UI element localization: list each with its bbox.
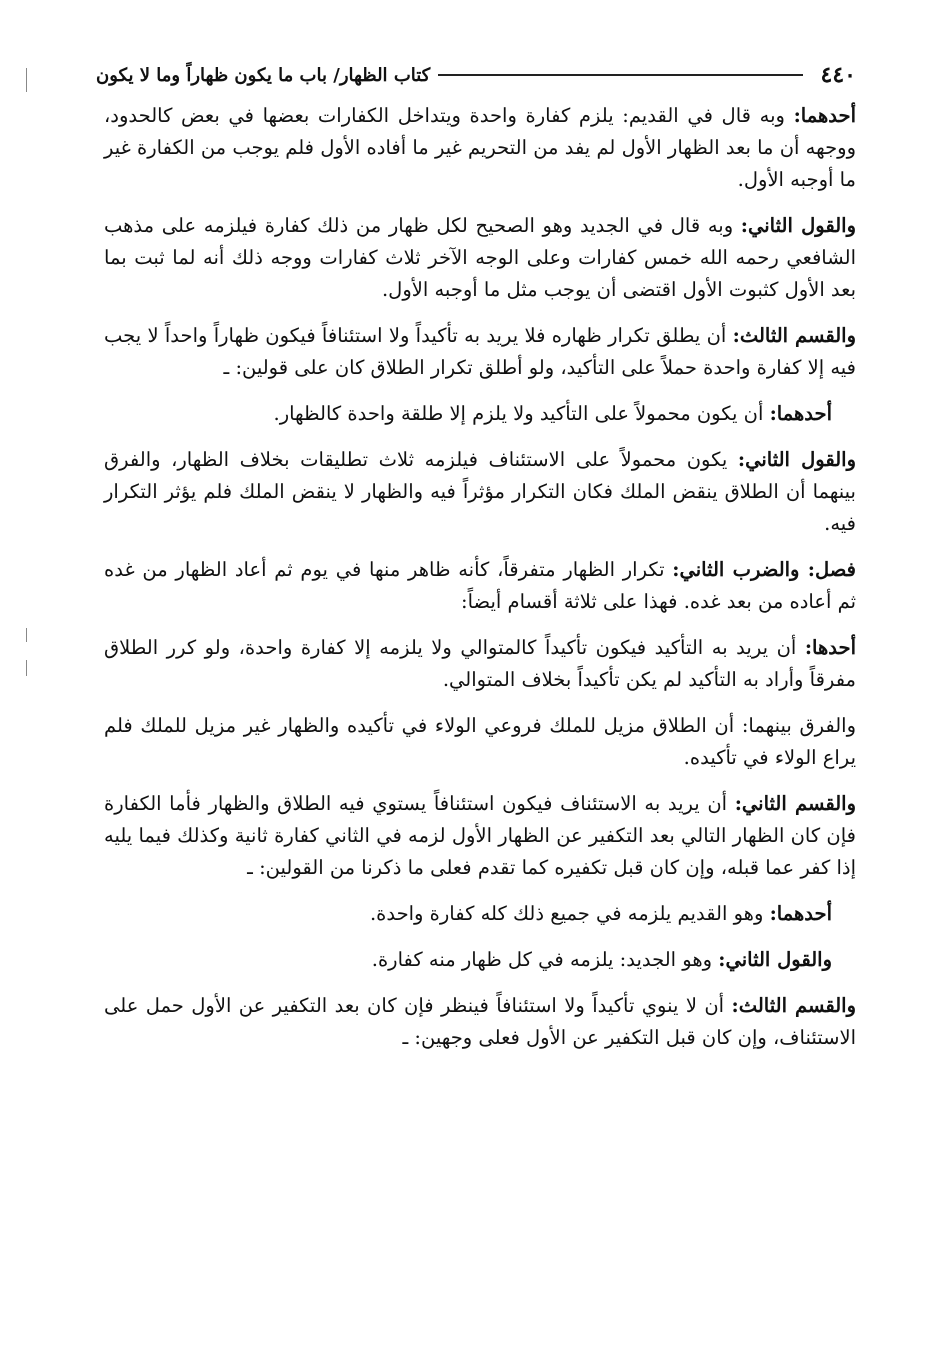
paragraph-lead: أحدهما:	[769, 402, 832, 425]
paragraph-text: تكرار الظهار متفرقاً، كأنه ظاهر منها في يوم ثم أعاد الظهار من غده ثم أعاده من بعد غده. فهذا على ثلاثة أقسام أيضاً:	[104, 558, 856, 613]
page-header	[96, 58, 856, 92]
paragraph	[104, 632, 856, 696]
paragraph-text: أن يريد به الاستئناف فيكون استئنافاً يستوي فيه الطلاق والظهار فأما الكفارة فإن كان الظهار التالي بعد التكفير عن الظهار الأول لزمه في الثاني كفارة ثانية وكذلك فيما يليه إذا كفر عما قبله، وإن كان قبل تكفيره كما تقدم فعلى ما ذكرنا من القولين: ـ	[104, 792, 856, 879]
body-text	[104, 100, 856, 1068]
running-title: كتاب الظهار/ باب ما يكون ظهاراً وما لا يكون	[96, 64, 431, 86]
paragraph-text: وبه قال في الجديد وهو الصحيح لكل ظهار من ذلك كفارة فيلزمه على مذهب الشافعي رحمه الله خمس كفارات وعلى الوجه الآخر ثلاث كفارات ووجه ذلك أنه لما ثبت بما بعد الأول كثبوت الأول اقتضى أن يوجب مثل ما أوجبه الأول.	[104, 214, 856, 301]
paragraph	[104, 554, 856, 618]
paragraph-lead: والقسم الثالث:	[732, 324, 856, 347]
paragraph-lead: أحدها:	[804, 636, 856, 659]
paragraph-lead: والقسم الثاني:	[734, 792, 856, 815]
paragraph-lead: والقول الثاني:	[718, 948, 832, 971]
paragraph	[104, 944, 856, 976]
paragraph-text: أن يريد به التأكيد فيكون تأكيداً كالمتوالي ولا يلزمه إلا كفارة واحدة، ولو كرر الطلاق مفرقاً وأراد به التأكيد لم يكن تأكيداً بخلاف المتوالي.	[104, 636, 856, 691]
paragraph-lead: أحدهما:	[769, 902, 832, 925]
margin-mark	[26, 628, 27, 642]
paragraph	[104, 444, 856, 540]
paragraph-text: أن لا ينوي تأكيداً ولا استئنافاً فينظر فإن كان بعد التكفير عن الأول حمل على الاستئناف، وإن كان قبل التكفير عن الأول فعلى وجهين: ـ	[104, 994, 856, 1049]
paragraph-lead: أحدهما:	[793, 104, 856, 127]
paragraph-lead: والقسم الثالث:	[731, 994, 856, 1017]
header-rule	[438, 74, 802, 76]
paragraph	[104, 100, 856, 196]
paragraph	[104, 898, 856, 930]
paragraph-text: وبه قال في القديم: يلزم كفارة واحدة ويتداخل الكفارات بعضها في بعض كالحدود، ووجهه أن ما بعد الظهار الأول لم يفد من التحريم غير ما أفاده الأول فلم يوجب من الكفارة غير ما أوجبه الأول.	[104, 104, 856, 191]
paragraph	[104, 710, 856, 774]
paragraph-text: والفرق بينهما: أن الطلاق مزيل للملك فروعي الولاء في تأكيده والظهار غير مزيل للملك فلم يراع الولاء في تأكيده.	[104, 714, 856, 769]
margin-mark	[26, 660, 27, 676]
paragraph	[104, 788, 856, 884]
paragraph-text: وهو الجديد: يلزمه في كل ظهار منه كفارة.	[371, 948, 719, 971]
paragraph	[104, 990, 856, 1054]
paragraph-text: وهو القديم يلزمه في جميع ذلك كله كفارة واحدة.	[369, 902, 770, 925]
paragraph-text: أن يطلق تكرار ظهاره فلا يريد به تأكيداً ولا استئنافاً فيكون ظهاراً واحداً لا يجب فيه إلا كفارة واحدة حملاً على التأكيد، ولو أطلق تكرار الطلاق كان على قولين: ـ	[104, 324, 856, 379]
page-number: ٤٤٠	[820, 62, 856, 88]
paragraph-lead: فصل: والضرب الثاني:	[672, 558, 856, 581]
paragraph-text: أن يكون محمولاً على التأكيد ولا يلزم إلا طلقة واحدة كالظهار.	[273, 402, 770, 425]
paragraph	[104, 210, 856, 306]
margin-mark	[26, 68, 27, 92]
paragraph	[104, 320, 856, 384]
paragraph-lead: والقول الثاني:	[740, 214, 856, 237]
paragraph-text: يكون محمولاً على الاستئناف فيلزمه ثلاث تطليقات بخلاف الظهار، والفرق بينهما أن الطلاق ينقض الملك فكان التكرار مؤثراً فيه والظهار لا ينقض الملك فلم يؤثر التكرار فيه.	[104, 448, 856, 535]
paragraph	[104, 398, 856, 430]
paragraph-lead: والقول الثاني:	[737, 448, 856, 471]
